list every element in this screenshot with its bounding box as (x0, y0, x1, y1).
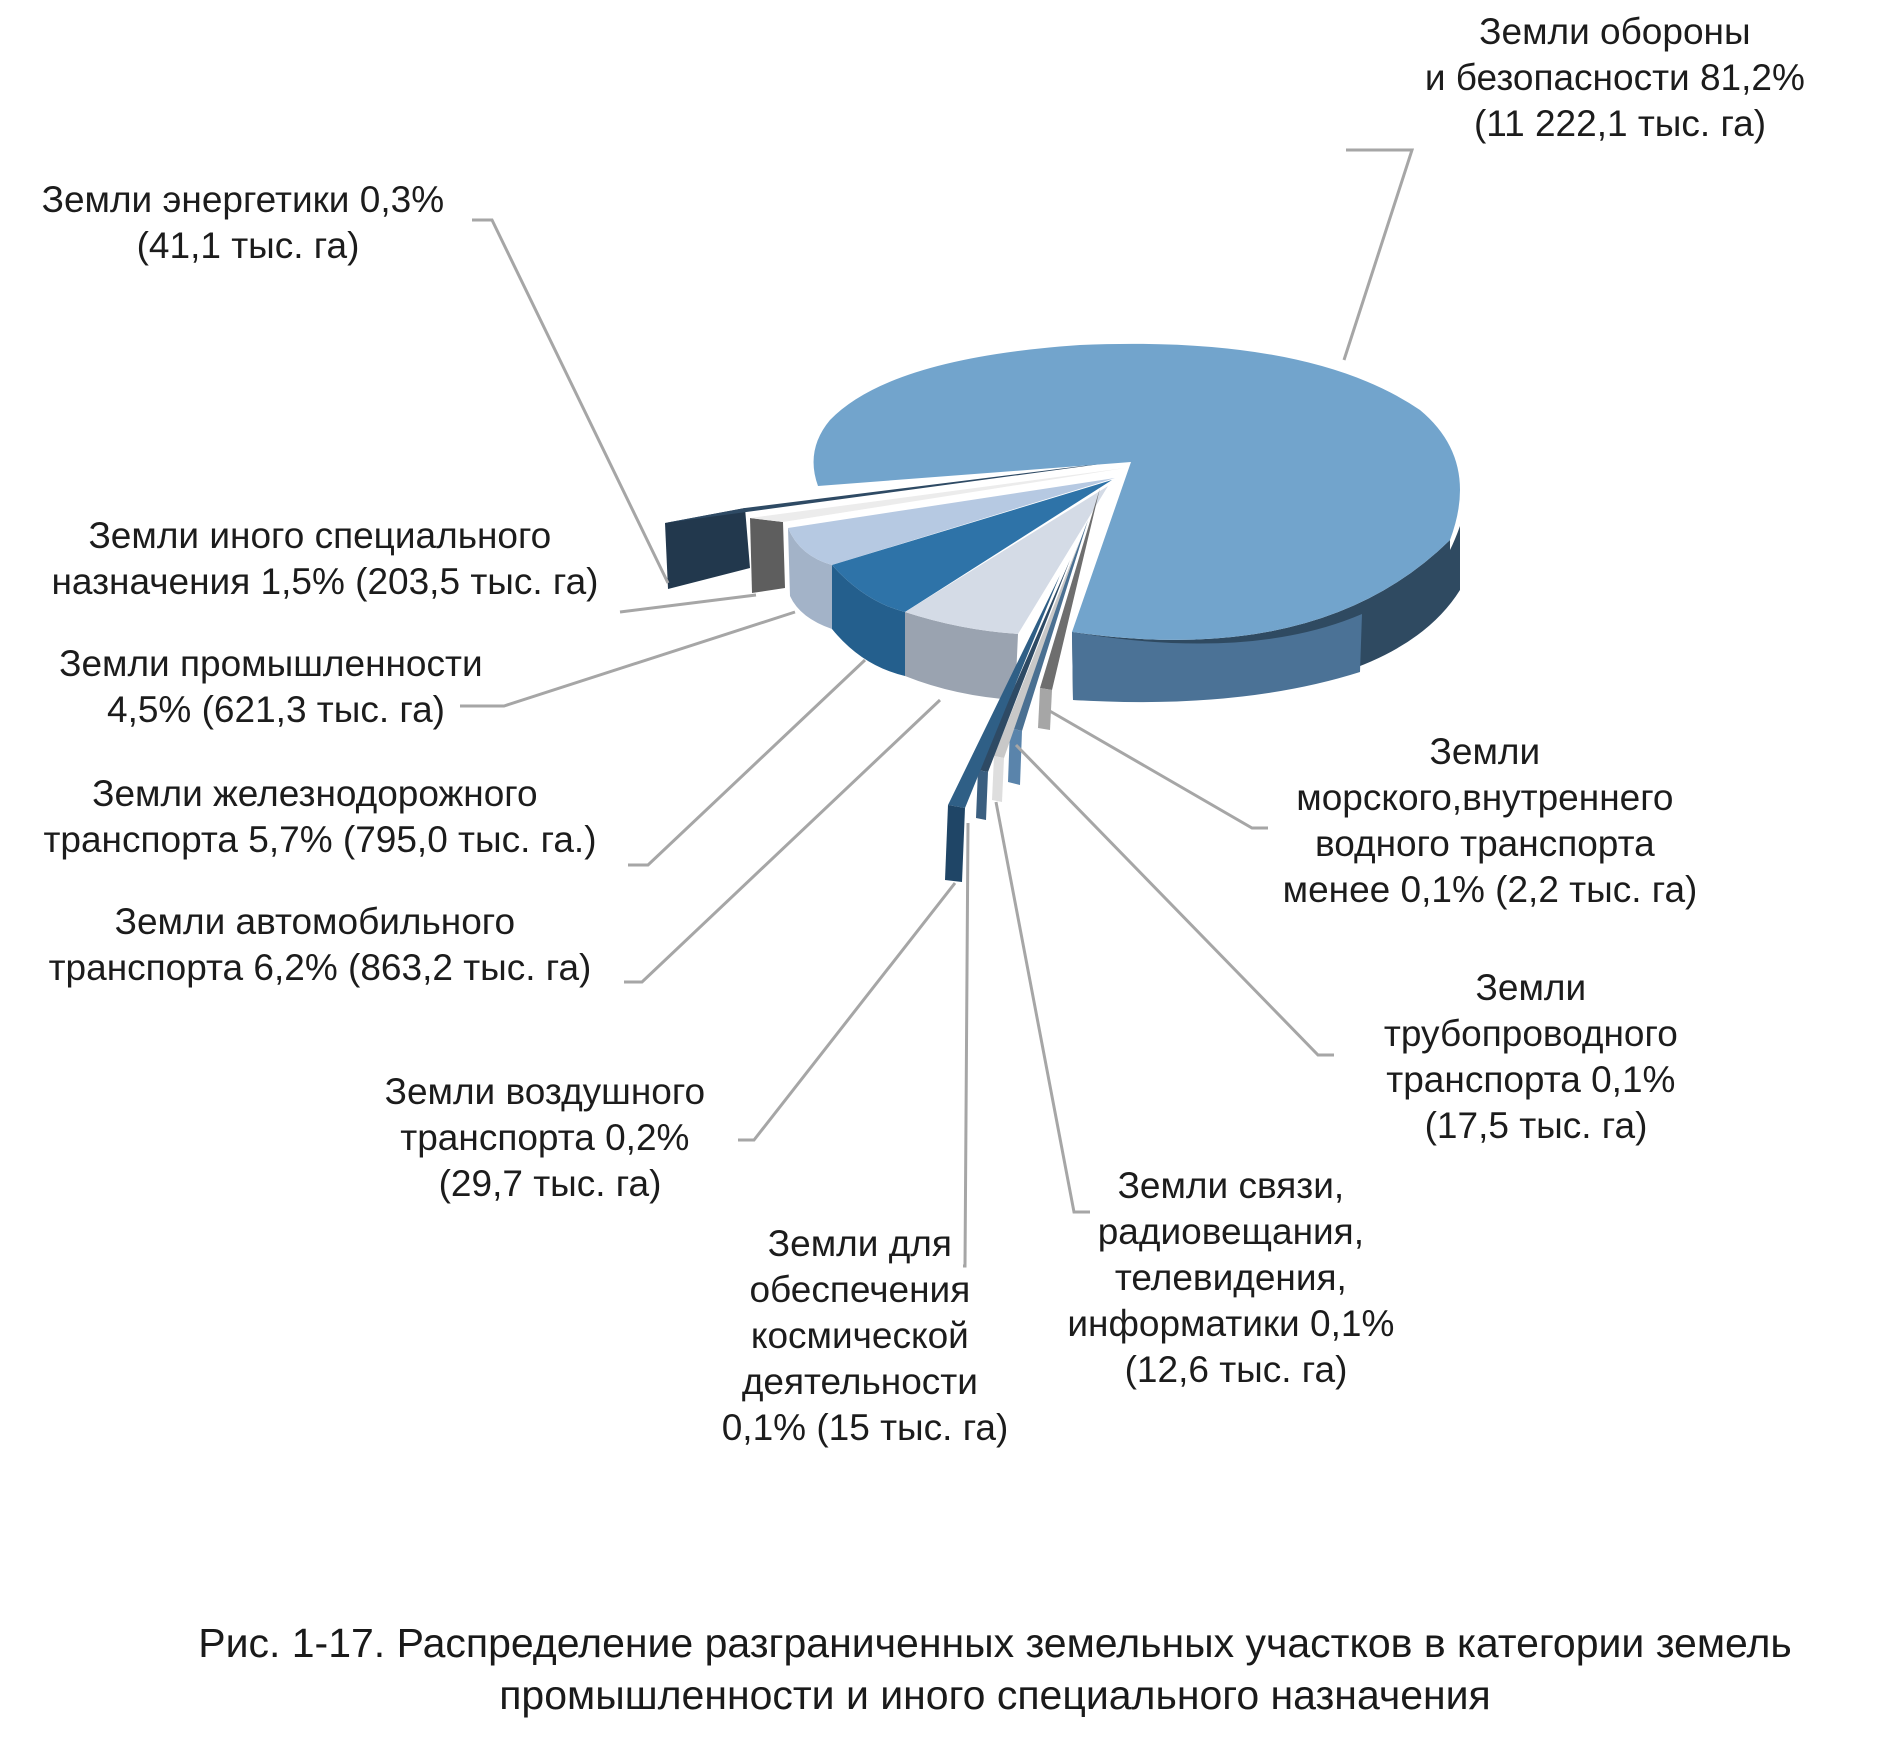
label-comms-line: (12,6 тыс. га) (1124, 1349, 1348, 1390)
label-space-line: деятельности (741, 1361, 978, 1402)
label-energy (42, 179, 455, 266)
label-pipeline-line: транспорта 0,1% (1386, 1059, 1676, 1100)
label-industry (59, 643, 493, 730)
leader-rail (628, 660, 865, 865)
label-rail-line: транспорта 5,7% (795,0 тыс. га.) (43, 819, 597, 860)
label-defense-line: и безопасности 81,2% (1424, 57, 1805, 98)
label-sea-line: менее 0,1% (2,2 тыс. га) (1282, 869, 1698, 910)
label-pipeline (1384, 967, 1688, 1146)
label-air-line: Земли воздушного (384, 1071, 706, 1112)
label-energy-line: Земли энергетики 0,3% (41, 179, 445, 220)
label-other-special-line: Земли иного специального (88, 515, 552, 556)
label-space-line: обеспечения (749, 1269, 971, 1310)
label-comms-line: информатики 0,1% (1067, 1303, 1395, 1344)
label-pipeline-line: Земли (1475, 967, 1587, 1008)
leader-defense (1344, 150, 1412, 360)
label-defense-line: Земли обороны (1479, 11, 1751, 52)
leader-industry (460, 612, 795, 706)
label-air-line: транспорта 0,2% (400, 1117, 690, 1158)
figure-caption-line-1: Рис. 1-17. Распределение разграниченных земельных участков в категории земель (198, 1620, 1792, 1666)
label-industry-line: Земли промышленности (59, 643, 483, 684)
label-comms-line: радиовещания, (1097, 1211, 1364, 1252)
label-pipeline-line: трубопроводного (1383, 1013, 1678, 1054)
label-space-line: космической (750, 1315, 969, 1356)
label-comms-line: Земли связи, (1117, 1165, 1345, 1206)
label-auto (49, 901, 592, 988)
label-air-line: (29,7 тыс. га) (438, 1163, 662, 1204)
label-sea (1283, 731, 1698, 910)
leader-comms (996, 802, 1090, 1212)
label-rail-line: Земли железнодорожного (92, 773, 538, 814)
data-labels (42, 11, 1816, 1448)
label-rail (43, 773, 596, 860)
label-comms-line: телевидения, (1114, 1257, 1347, 1298)
label-pipeline-line: (17,5 тыс. га) (1424, 1105, 1648, 1146)
slice-space-side (976, 770, 988, 820)
label-sea-line: морского,внутреннего (1296, 777, 1674, 818)
figure-caption-line-2: промышленности и иного специального назначения (499, 1672, 1491, 1718)
slice-energy-side (665, 508, 750, 589)
label-industry-line: 4,5% (621,3 тыс. га) (107, 689, 445, 730)
label-sea-line: Земли (1429, 731, 1541, 772)
leader-air (738, 883, 955, 1140)
label-auto-line: Земли автомобильного (114, 901, 516, 942)
label-other-special-line: назначения 1,5% (203,5 тыс. га) (51, 561, 599, 602)
slice-sea-side (1038, 688, 1052, 730)
label-energy-line: (41,1 тыс. га) (136, 225, 360, 266)
slice-other-special-side (750, 518, 785, 593)
leader-other-special (620, 595, 756, 612)
label-space-line: Земли для (767, 1223, 952, 1264)
label-auto-line: транспорта 6,2% (863,2 тыс. га) (48, 947, 592, 988)
label-comms (1067, 1165, 1404, 1390)
label-other-special (51, 515, 598, 602)
leader-space (963, 823, 968, 1266)
label-sea-line: водного транспорта (1315, 823, 1655, 864)
label-defense-line: (11 222,1 тыс. га) (1473, 103, 1767, 144)
label-air (385, 1071, 716, 1204)
slice-air-side (945, 805, 965, 882)
label-defense (1425, 11, 1815, 144)
label-space-line: 0,1% (15 тыс. га) (721, 1407, 1009, 1448)
slice-comms-side (992, 756, 1004, 802)
